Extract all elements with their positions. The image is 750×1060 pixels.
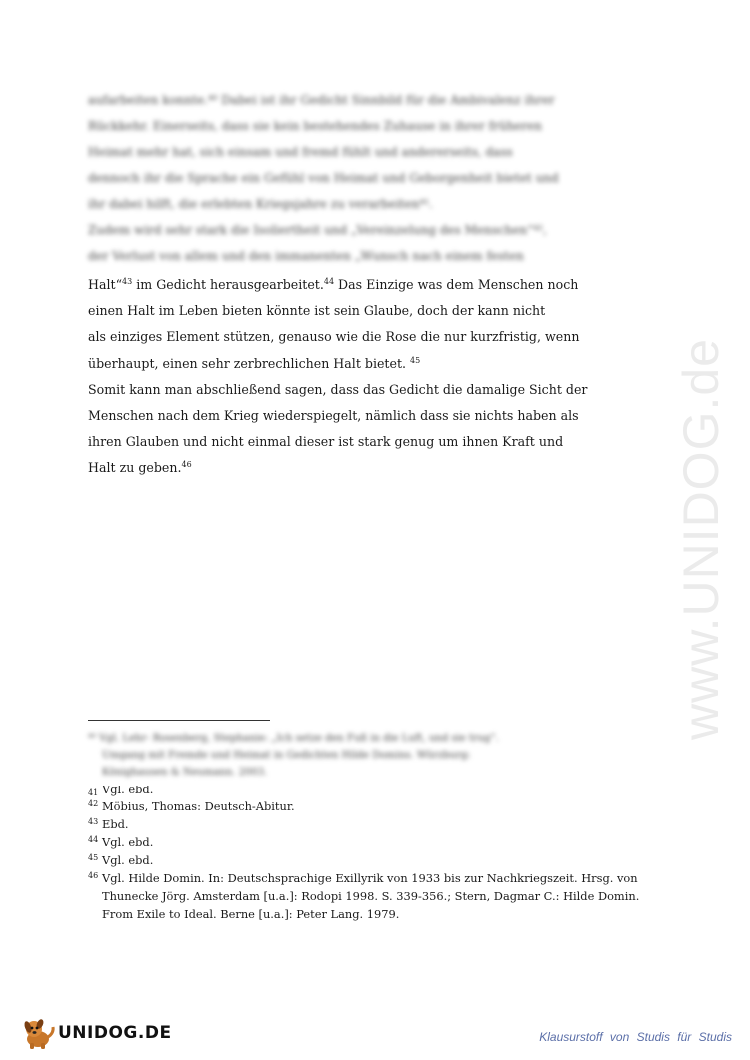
text-run: ihren Glauben und nicht einmal dieser ist stark genug um ihnen Kraft und <box>88 434 564 450</box>
body-text-line <box>88 272 598 298</box>
body-text-line <box>88 324 598 350</box>
text-run: überhaupt, einen sehr zerbrechlichen Halt bietet. <box>88 355 411 371</box>
footnote-text: Vgl. Hilde Domin. In: Deutschsprachige Exillyrik von 1933 bis zur Nachkriegszeit. Hrsg. von Thunecke Jörg. Amsterdam [u.a.]: Rodopi 1998. S. 339-356.; Stern, Dagmar C.: Hilde Domin. From Exile to Ideal. Berne [u.a.]: Peter Lang. 1979. <box>102 871 640 921</box>
footnote-number: 44 <box>88 835 99 844</box>
footnote-reference[interactable]: 43 <box>122 277 133 286</box>
blurred-text-line: Heimat mehr hat, sich einsam und fremd fühlt und andererseits, dass <box>88 145 513 159</box>
blurred-footnote-line: Könighausen & Neumann. 2003. <box>102 767 268 778</box>
body-text-line <box>88 403 598 429</box>
footer-slogan: Klausurstoff von Studis für Studis <box>539 1030 732 1044</box>
footnote-item <box>88 869 658 923</box>
blurred-text-line: dennoch ihr die Sprache ein Gefühl von Heimat und Geborgenheit bietet und <box>88 171 559 185</box>
watermark: www.UNIDOG.de <box>673 338 729 740</box>
body-text-line <box>88 377 598 403</box>
text-run: Halt“ <box>88 277 123 292</box>
body-text-line <box>88 429 598 455</box>
footnote-text: Vgl. ebd. <box>102 853 154 867</box>
footnote-number: 41 <box>88 788 99 797</box>
blurred-footnote <box>88 730 608 781</box>
footnote-separator <box>88 720 270 721</box>
footnote-text: Möbius, Thomas: Deutsch-Abitur. <box>102 799 295 813</box>
footer-logo <box>20 1014 172 1052</box>
footnote-item <box>88 851 658 869</box>
logo-wordmark: UNIDOG.DE <box>58 1023 172 1043</box>
blurred-text-line: der Verlust von allem und den immanenten „Wunsch nach einem festen <box>88 249 524 263</box>
text-run: Das Einzige was dem Menschen noch <box>334 277 579 292</box>
blurred-text-line: ihr dabei hilft, die erlebten Kriegsjahre zu verarbeiten⁴¹. <box>88 197 433 211</box>
footnote-reference[interactable]: 44 <box>323 277 335 286</box>
footnote-text: Vgl. ebd. <box>102 835 154 849</box>
body-text-line <box>88 455 598 481</box>
footnote-list <box>88 786 658 923</box>
footnote-number: 46 <box>88 871 99 880</box>
footnote-reference[interactable]: 46 <box>181 460 192 470</box>
footnote-number: 43 <box>88 817 99 826</box>
footnote-item <box>88 786 658 797</box>
footnote-text: Vgl. ebd. <box>102 786 154 796</box>
footnote-reference[interactable]: 45 <box>410 355 421 365</box>
footnote-number: 45 <box>88 853 99 862</box>
dog-mascot-icon <box>20 1015 56 1051</box>
blurred-paragraph <box>88 87 598 269</box>
body-paragraph <box>88 272 598 482</box>
blurred-text-line: Zudem wird sehr stark die Isoliertheit und „Vereinzelung des Menschen“⁴², <box>88 223 547 237</box>
body-text-line <box>88 298 598 324</box>
text-run: Halt zu geben. <box>88 460 182 476</box>
footnote-number: 42 <box>88 799 99 808</box>
body-text-line <box>88 351 598 377</box>
footnote-item <box>88 815 658 833</box>
text-run: Somit kann man abschließend sagen, dass das Gedicht die damalige Sicht der <box>88 381 588 397</box>
footnote-text: Ebd. <box>102 817 129 831</box>
text-run: einen Halt im Leben bieten könnte ist sein Glaube, doch der kann nicht <box>88 303 546 319</box>
text-run: im Gedicht herausgearbeitet. <box>132 277 324 292</box>
blurred-footnote-line: Umgang mit Fremde und Heimat in Gedichten Hilde Domins. Würzburg: <box>102 750 471 761</box>
blurred-footnote-line: ⁴⁰ Vgl. Lehr- Rosenberg, Stephanie: „Ich setze den Fuß in die Luft, und sie trug“. <box>88 733 499 744</box>
footnote-item <box>88 833 658 851</box>
footnote-item <box>88 797 658 815</box>
text-run: Menschen nach dem Krieg wiederspiegelt, nämlich dass sie nichts haben als <box>88 407 579 423</box>
text-run: als einziges Element stützen, genauso wie die Rose die nur kurzfristig, wenn <box>88 329 580 345</box>
blurred-text-line: aufarbeiten konnte.⁴⁰ Dabei ist ihr Gedicht Sinnbild für die Ambivalenz ihrer <box>88 93 555 107</box>
blurred-text-line: Rückkehr. Einerseits, dass sie kein bestehendes Zuhause in ihrer früheren <box>88 119 542 133</box>
